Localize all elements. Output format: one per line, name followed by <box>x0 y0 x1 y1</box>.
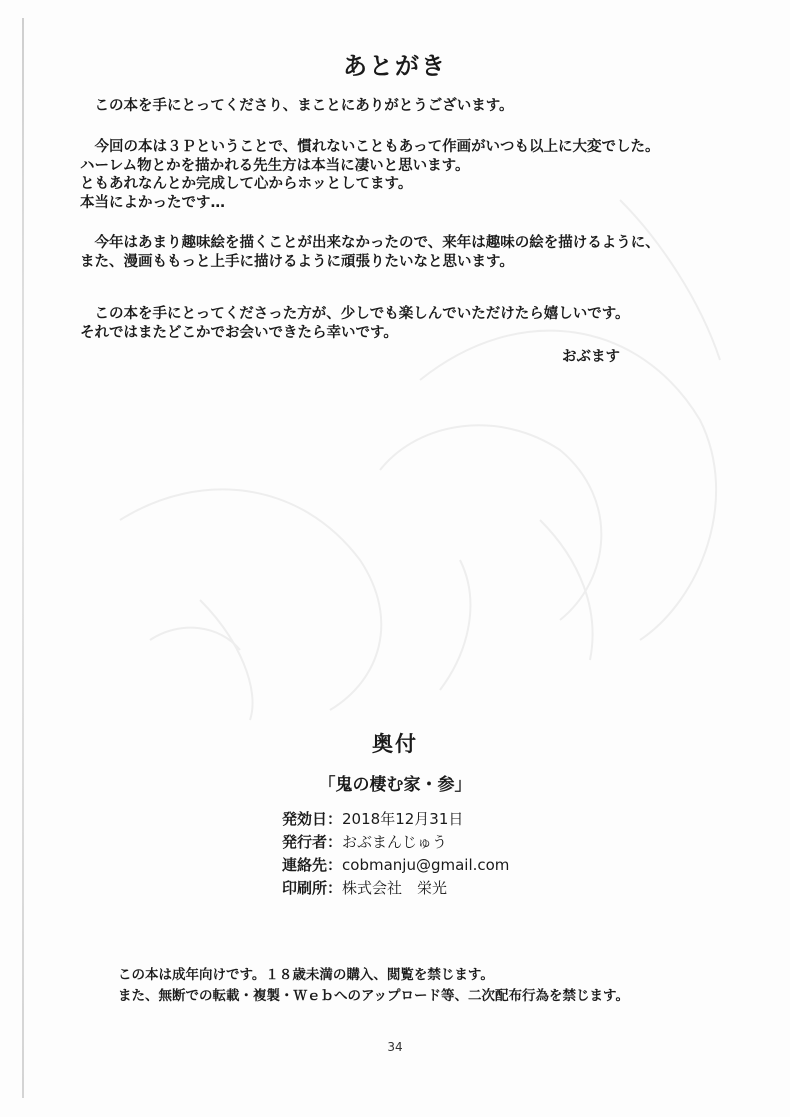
colophon-row-contact <box>282 854 509 877</box>
afterword-title: あとがき <box>343 52 447 80</box>
afterword-paragraph-4: この本を手にとってくださった方が、少しでも楽しんでいただけたら嬉しいです。 それではまたどこかでお会いできたら幸いです。 <box>80 306 630 341</box>
afterword-paragraph-2: 今回の本は３Ｐということで、慣れないこともあって作画がいつも以上に大変でした。 ハーレム物とかを描かれる先生方は本当に凄いと思います。 ともあれなんとか完成して心からホッとしてます。 本当によかったです… <box>80 139 660 211</box>
age-restriction-notice: この本は成年向けです。１８歳未満の購入、閲覧を禁じます。 また、無断での転載・複製・Ｗｅｂへのアップロード等、二次配布行為を禁じます。 <box>118 967 629 1004</box>
afterword-paragraph-1: この本を手にとってくださり、まことにありがとうございます。 <box>80 98 514 114</box>
colophon-row-printer <box>282 877 509 900</box>
publisher-label: 発行者： <box>282 833 343 851</box>
printer-label: 印刷所： <box>282 879 343 897</box>
colophon-row-date <box>282 808 509 831</box>
scan-edge-line <box>22 18 24 1098</box>
colophon-title: 奥付 <box>372 732 418 756</box>
colophon-row-publisher <box>282 831 509 854</box>
afterword-paragraph-3: 今年はあまり趣味絵を描くことが出来なかったので、来年は趣味の絵を描けるように、 また、漫画ももっと上手に描けるように頑張りたいなと思います。 <box>80 235 660 270</box>
printer-value: 株式会社 栄光 <box>342 879 448 897</box>
date-label: 発効日： <box>282 810 343 828</box>
contact-label: 連絡先： <box>282 856 343 874</box>
colophon-info <box>282 808 509 900</box>
publisher-value: おぶまんじゅう <box>342 833 448 851</box>
book-title: 「鬼の棲む家・参」 <box>318 775 472 795</box>
contact-value: cobmanju@gmail.com <box>342 856 510 874</box>
date-value: 2018年12月31日 <box>342 810 464 828</box>
author-signature: おぶます <box>562 349 620 365</box>
page-number: 34 <box>387 1040 403 1054</box>
